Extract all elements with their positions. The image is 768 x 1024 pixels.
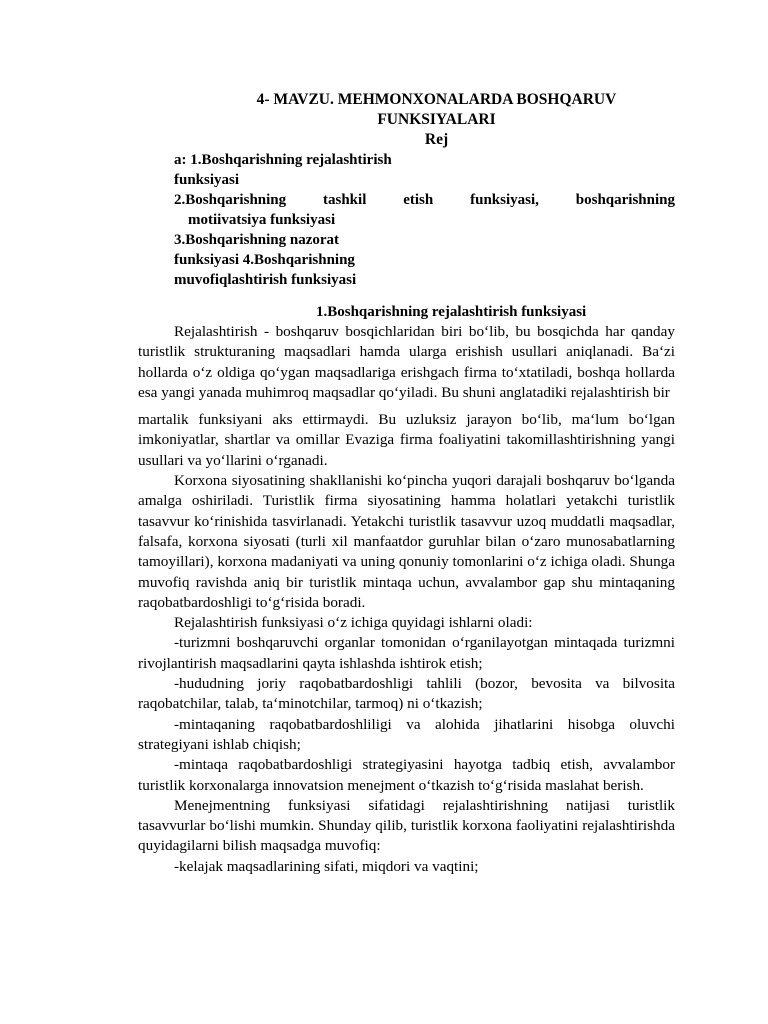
paragraph-8: -mintaqa raqobatbardoshligi strategiyasini hayotga tadbiq etish, avvalambor turistlik korxonalarga innovatsion menejment o‘tkazish to‘g‘risida maslahat berish. [138,756,675,794]
page-title [138,90,675,150]
paragraph-10: -kelajak maqsadlarining sifati, miqdori va vaqtini; [174,857,479,875]
plan-line-3: 2.Boshqarishning tashkil etish funksiyasi, boshqarishning [174,192,675,208]
paragraph-2: martalik funksiyani aks ettirmaydi. Bu uzluksiz jarayon bo‘lib, ma‘lum bo‘lgan imkoniyatlar, shartlar va omillar Evaziga firma foaliyatini takomillashtirishning yangi usullari va yo‘llarini o‘rganadi. [138,411,675,469]
plan-line-7: muvofiqlashtirish funksiyasi [174,272,357,288]
title-line-1: 4- MAVZU. MEHMONXONALARDA BOSHQARUV [256,91,617,108]
plan-line-2: funksiyasi [174,172,240,188]
paragraph-3: Korxona siyosatining shakllanishi ko‘pincha yuqori darajali boshqaruv bo‘lganda amalga oshiriladi. Turistlik firma siyosatining hamma holatlari yetakchi turistlik tasavvur ko‘rinishida tasvirlanadi. Yetakchi turistlik tasavvur uzoq muddatli maqsadlar, falsafa, korxona siyosati (turli xil manfaatdor guruhlar bilan o‘zaro munosabatlarning tamoyillari), korxona madaniyati va uning qonuniy tomonlarini o‘z ichiga oladi. Shunga muvofiq ravishda aniq bir turistlik mintaqa uchun, avvalambor gap shu mintaqaning raqobatbardoshligi to‘g‘risida boradi. [138,472,675,611]
document-page [138,90,675,877]
paragraph-6: -hududning joriy raqobatbardoshligi tahlili (bozor, bevosita va bilvosita raqobatchilar, talab, ta‘minotchilar, tarmoq) ni o‘tkazish; [138,675,675,713]
paragraph-7: -mintaqaning raqobatbardoshliligi va alohida jihatlarini hisobga oluvchi strategiyani ishlab chiqish; [138,715,675,753]
plan-line-5: 3.Boshqarishning nazorat [174,232,340,248]
title-line-3: Rej [424,131,449,148]
paragraph-9: Menejmentning funksiyasi sifatidagi rejalashtirishning natijasi turistlik tasavvurlar bo‘lishi mumkin. Shunday qilib, turistlik korxona faoliyatini rejalashtirishda quyidagilarni bilish maqsadga muvofiq: [138,796,675,855]
paragraph-1: Rejalashtirish - boshqaruv bosqichlaridan biri bo‘lib, bu bosqichda har qanday turistlik strukturaning maqsadlari hamda ularga erishish usullari aniqlanadi. Ba‘zi hollarda o‘z oldiga qo‘ygan maqsadlariga erishgach firma to‘xtatiladi, boshqa hollarda esa yangi yanada muhimroq maqsadlar qo‘yiladi. Bu shuni anglatadiki rejalashtirish bir [138,323,675,401]
paragraph-5: -turizmni boshqaruvchi organlar tomonidan o‘rganilayotgan mintaqada turizmni rivojlantirish maqsadlarini qayta ishlashda ishtirok etish; [138,634,675,672]
section-heading: 1.Boshqarishning rejalashtirish funksiyasi [316,304,587,320]
title-line-2: FUNKSIYALARI [377,111,496,128]
plan-line-1: a: 1.Boshqarishning rejalashtirish [174,152,392,168]
plan-list [138,150,675,290]
paragraph-4: Rejalashtirish funksiyasi o‘z ichiga quyidagi ishlarni oladi: [174,614,533,632]
plan-line-6: funksiyasi 4.Boshqarishning [174,252,355,268]
plan-line-4: motiivatsiya funksiyasi [188,212,336,228]
